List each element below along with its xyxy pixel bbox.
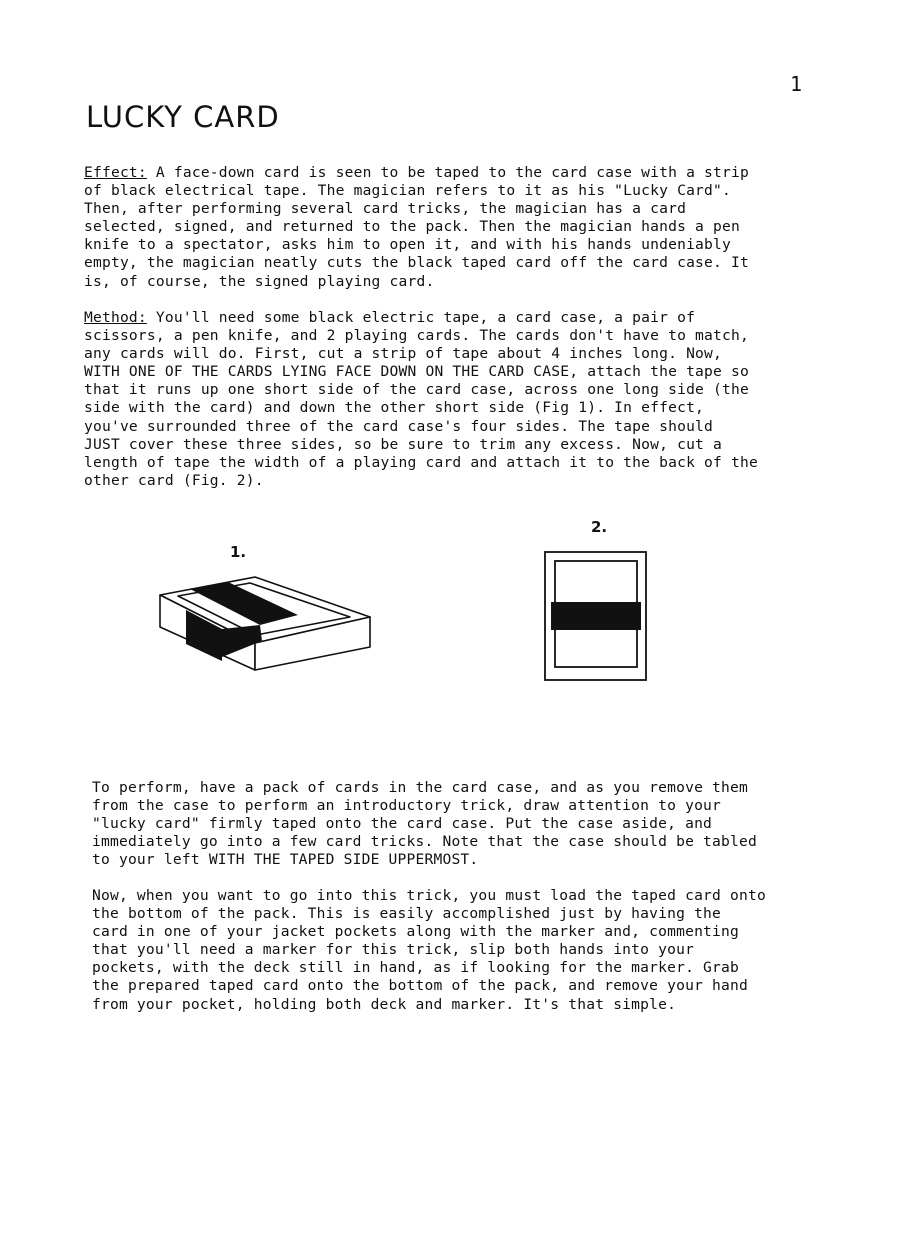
figure-1-label: 1. [230,543,247,561]
page-number: 1 [790,72,803,96]
text-line: card in one of your jacket pockets along with the marker and, commenting [92,923,740,941]
figure-2-taped-card-illustration [540,545,660,685]
text-line: WITH ONE OF THE CARDS LYING FACE DOWN ON THE CARD CASE, attach the tape so [84,363,749,381]
figure-2-label: 2. [591,518,608,536]
load-paragraph [92,887,766,1014]
text-line: To perform, have a pack of cards in the card case, and as you remove them [92,779,748,796]
method-label: Method: [84,309,147,326]
text-line: selected, signed, and returned to the pack. Then the magician hands a pen [84,218,740,236]
text-line: knife to a spectator, asks him to open it, and with his hands undeniably [84,236,732,254]
text-line: that you'll need a marker for this trick, slip both hands into your [92,941,695,959]
page-title: LUCKY CARD [86,100,280,134]
method-paragraph [84,309,758,490]
text-line: immediately go into a few card tricks. Note that the case should be tabled [92,833,757,851]
text-line: from your pocket, holding both deck and marker. It's that simple. [92,995,677,1013]
effect-paragraph [84,164,749,291]
text-line: any cards will do. First, cut a strip of tape about 4 inches long. Now, [84,345,723,363]
text-line: the prepared taped card onto the bottom of the pack, and remove your hand [92,977,748,995]
text-line [84,164,749,182]
text-line: Then, after performing several card tricks, the magician has a card [84,200,687,218]
text-line: that it runs up one short side of the card case, across one long side (the [84,381,749,399]
text-line-content: You'll need some black electric tape, a card case, a pair of [146,309,696,326]
text-line: other card (Fig. 2). [84,471,264,489]
text-line: "lucky card" firmly taped onto the card case. Put the case aside, and [92,815,713,833]
text-line: is, of course, the signed playing card. [84,272,435,290]
perform-paragraph [92,779,757,869]
text-line: pockets, with the deck still in hand, as if looking for the marker. Grab [92,959,740,977]
text-line: of black electrical tape. The magician refers to it as his "Lucky Card". [84,182,732,200]
text-line: from the case to perform an introductory trick, draw attention to your [92,797,722,815]
figure-1-card-case-illustration [150,565,380,675]
text-line: Now, when you want to go into this trick, you must load the taped card onto [92,887,766,904]
text-line: the bottom of the pack. This is easily accomplished just by having the [92,905,722,923]
text-line: you've surrounded three of the card case's four sides. The tape should [84,417,714,435]
text-line: to your left WITH THE TAPED SIDE UPPERMOST. [92,851,479,869]
text-line-content: A face-down card is seen to be taped to the card case with a strip [146,164,749,181]
text-line: side with the card) and down the other short side (Fig 1). In effect, [84,399,705,417]
effect-label: Effect: [84,164,147,181]
text-line: JUST cover these three sides, so be sure to trim any excess. Now, cut a [84,435,723,453]
text-line: length of tape the width of a playing card and attach it to the back of the [84,453,758,471]
text-line: empty, the magician neatly cuts the black taped card off the card case. It [84,254,749,272]
text-line [84,309,758,327]
text-line: scissors, a pen knife, and 2 playing cards. The cards don't have to match, [84,327,749,345]
